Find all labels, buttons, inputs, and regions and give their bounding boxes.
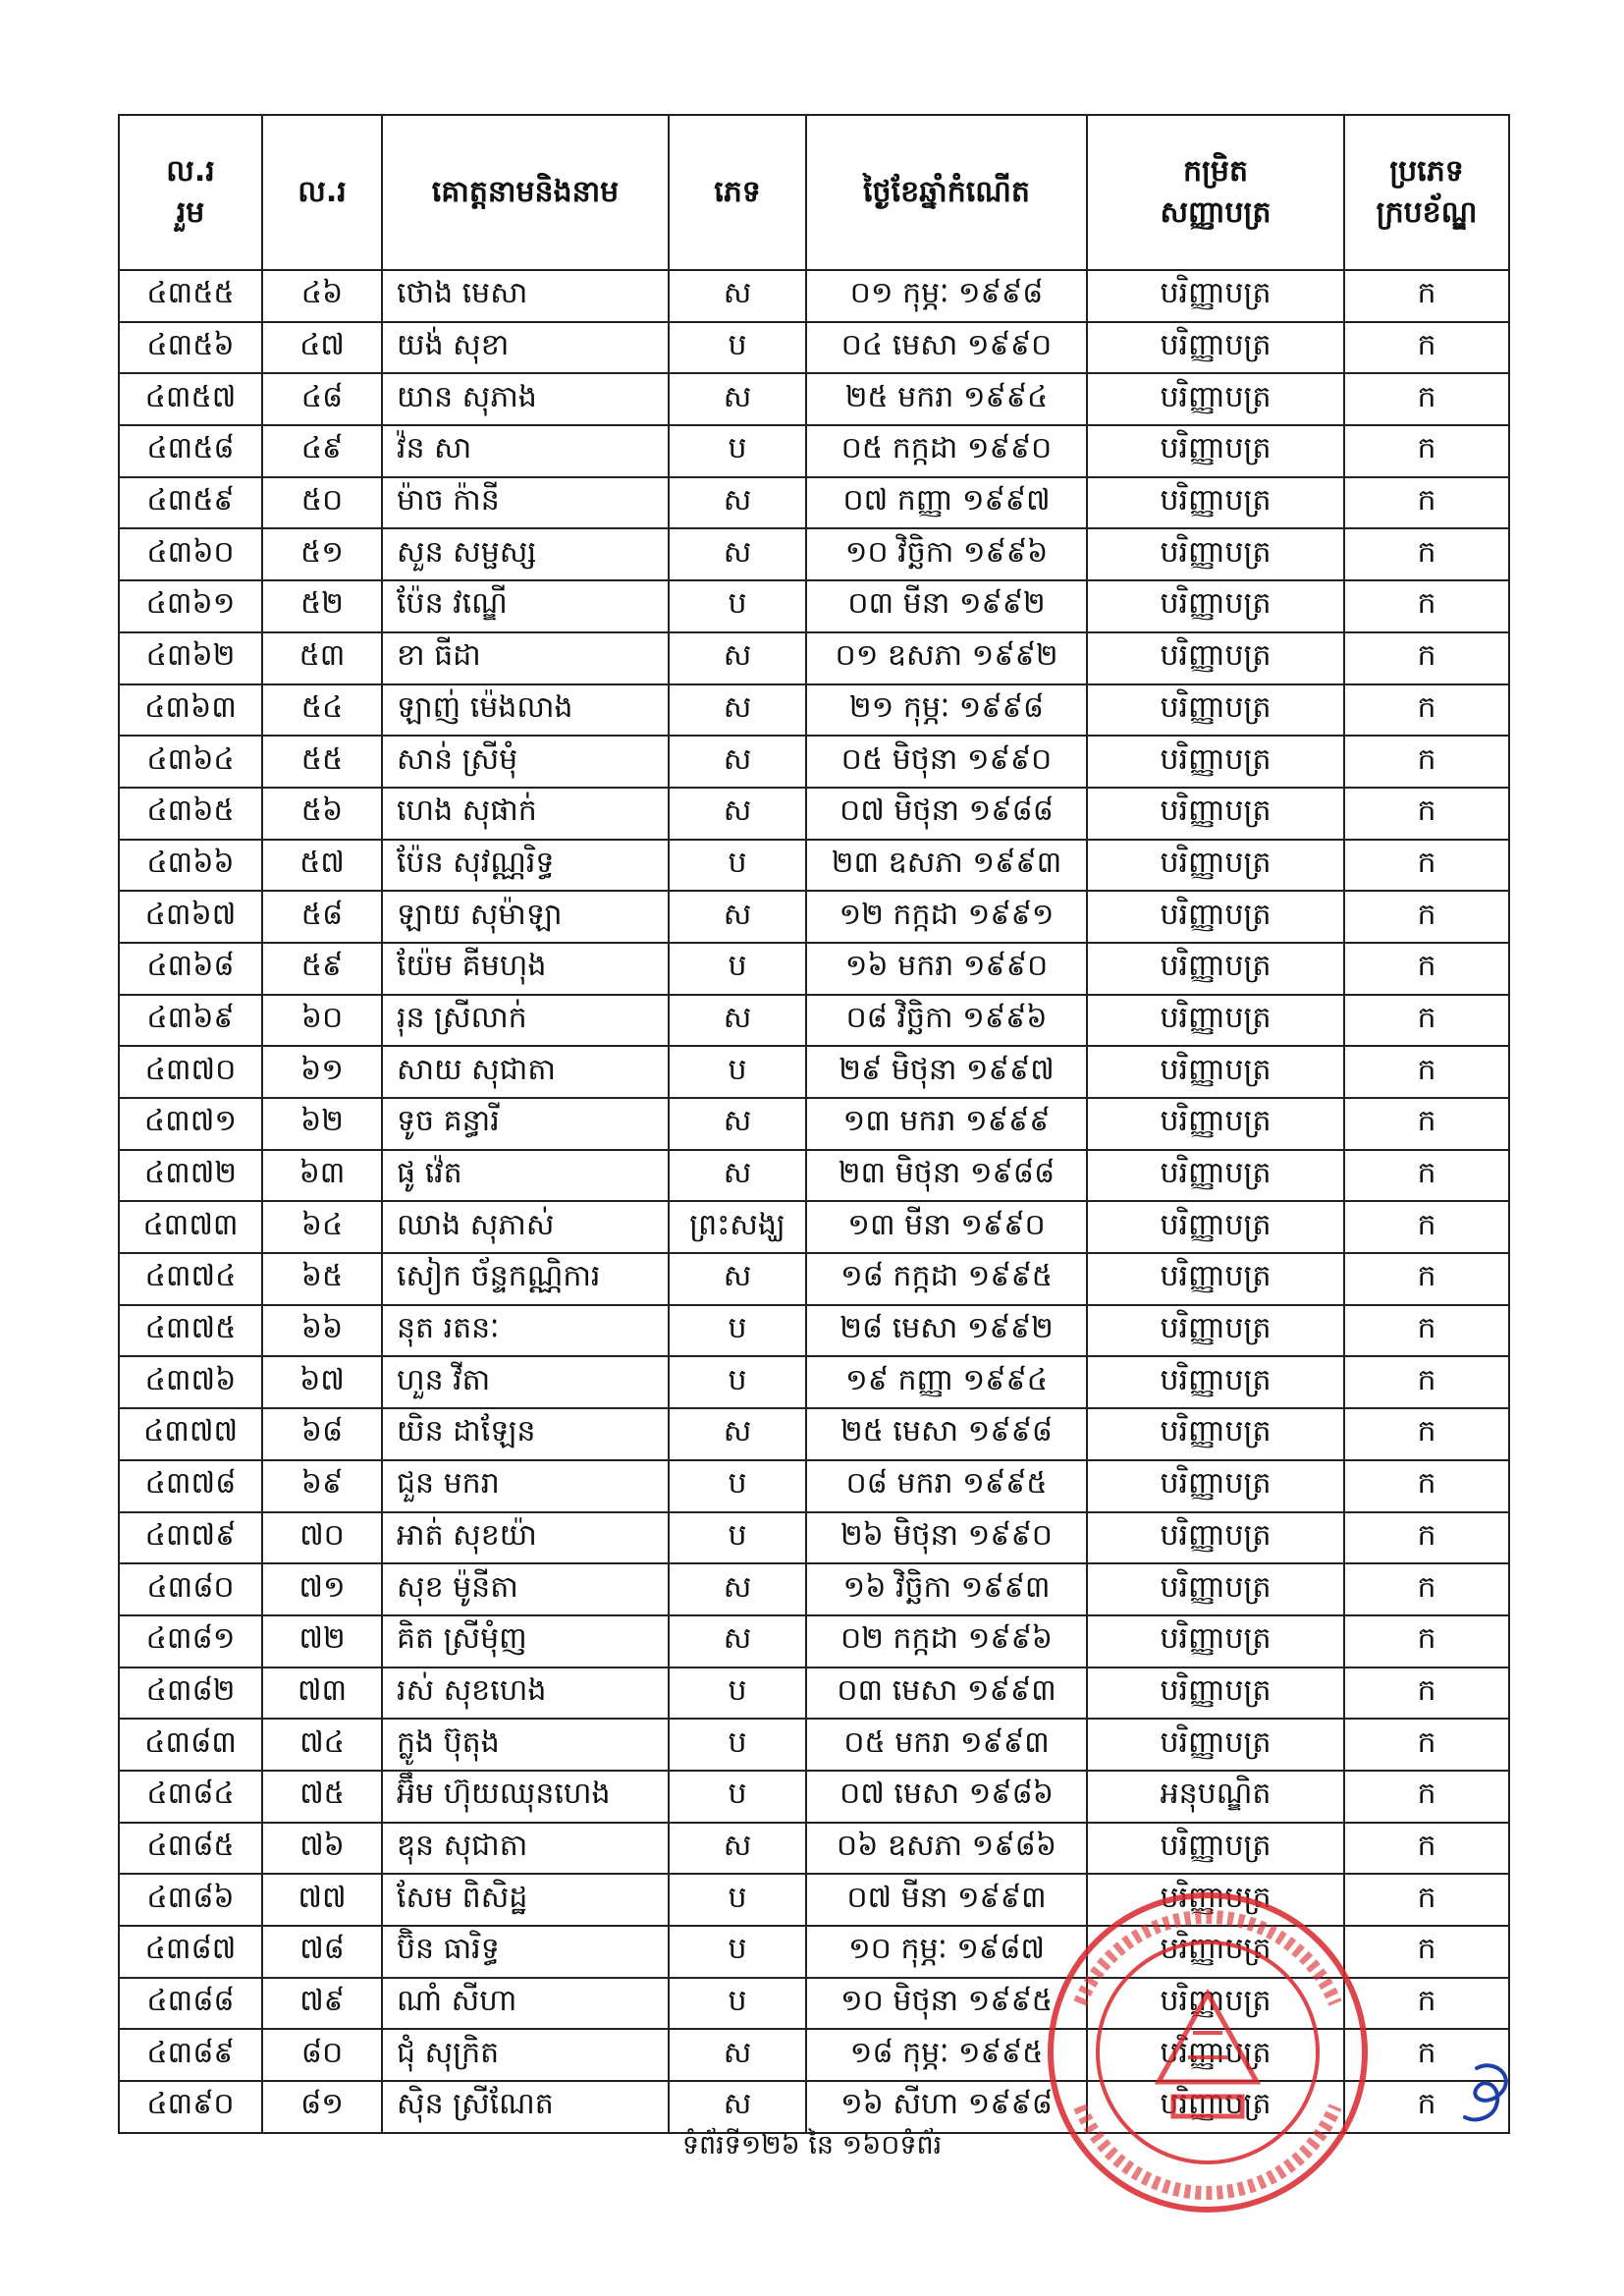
table-row <box>119 995 1509 1047</box>
cell-date-of-birth: ០៨ មករា ១៩៩៥ <box>806 1460 1087 1512</box>
cell-sex: ប <box>669 1046 806 1098</box>
cell-degree-level: បរិញ្ញាបត្រ <box>1087 1253 1344 1305</box>
cell-no: ៥៤ <box>262 684 382 737</box>
cell-total-no: ៤៣៦៦ <box>119 840 262 892</box>
table-row <box>119 1253 1509 1305</box>
cell-date-of-birth: ២៣ មិថុនា ១៩៨៨ <box>806 1150 1087 1202</box>
cell-date-of-birth: ១២ កក្កដា ១៩៩១ <box>806 891 1087 943</box>
cell-degree-level: បរិញ្ញាបត្រ <box>1087 322 1344 374</box>
cell-no: ៨១ <box>262 2081 382 2133</box>
cell-date-of-birth: ០៨ វិច្ឆិកា ១៩៩៦ <box>806 995 1087 1047</box>
cell-date-of-birth: ០១ ឧសភា ១៩៩២ <box>806 632 1087 684</box>
cell-degree-level: បរិញ្ញាបត្រ <box>1087 1615 1344 1667</box>
cell-sex: ប <box>669 580 806 632</box>
cell-sex: ប <box>669 943 806 995</box>
cell-sex: ស <box>669 632 806 684</box>
cell-framework-type: ក <box>1344 788 1509 840</box>
cell-sex: ស <box>669 270 806 322</box>
cell-framework-type: ក <box>1344 1201 1509 1253</box>
cell-degree-level: បរិញ្ញាបត្រ <box>1087 995 1344 1047</box>
cell-degree-level: បរិញ្ញាបត្រ <box>1087 580 1344 632</box>
cell-date-of-birth: ១៣ មករា ១៩៩៩ <box>806 1098 1087 1150</box>
cell-full-name: សួន សម្ផស្ស <box>382 528 669 580</box>
cell-date-of-birth: ០៥ មករា ១៩៩៣ <box>806 1719 1087 1771</box>
table-row <box>119 840 1509 892</box>
cell-framework-type: ក <box>1344 995 1509 1047</box>
cell-no: ៦៨ <box>262 1408 382 1460</box>
cell-no: ៧៣ <box>262 1667 382 1720</box>
table-header-row <box>119 115 1509 270</box>
cell-total-no: ៤៣៥៩ <box>119 477 262 529</box>
cell-no: ៧០ <box>262 1512 382 1564</box>
cell-full-name: ណាំ សីហា <box>382 1978 669 2030</box>
cell-no: ៥៧ <box>262 840 382 892</box>
cell-no: ៥២ <box>262 580 382 632</box>
cell-no: ៤៧ <box>262 322 382 374</box>
cell-total-no: ៤៣៦៩ <box>119 995 262 1047</box>
cell-full-name: អ៊ឹម ហ៊ុយឈុនហេង <box>382 1771 669 1823</box>
cell-sex: ស <box>669 995 806 1047</box>
cell-full-name: រុន ស្រីលាក់ <box>382 995 669 1047</box>
cell-no: ៦៣ <box>262 1150 382 1202</box>
cell-no: ៧៩ <box>262 1978 382 2030</box>
cell-date-of-birth: ០៧ កញ្ញា ១៩៩៧ <box>806 477 1087 529</box>
cell-full-name: ប៊ិន ធារិទ្ធ <box>382 1926 669 1978</box>
cell-total-no: ៤៣៦៤ <box>119 736 262 788</box>
cell-degree-level: បរិញ្ញាបត្រ <box>1087 1874 1344 1926</box>
table-row <box>119 1356 1509 1408</box>
cell-date-of-birth: ១៨ កុម្ភៈ ១៩៩៥ <box>806 2029 1087 2081</box>
table-row <box>119 1098 1509 1150</box>
cell-sex: ប <box>669 1874 806 1926</box>
cell-sex: ប <box>669 322 806 374</box>
cell-degree-level: បរិញ្ញាបត្រ <box>1087 1823 1344 1875</box>
cell-total-no: ៤៣៦១ <box>119 580 262 632</box>
cell-total-no: ៤៣៨៤ <box>119 1771 262 1823</box>
cell-framework-type: ក <box>1344 1978 1509 2030</box>
cell-date-of-birth: ០៥ កក្កដា ១៩៩០ <box>806 425 1087 477</box>
cell-total-no: ៤៣៨៦ <box>119 1874 262 1926</box>
cell-full-name: សែម ពិសិដ្ឋ <box>382 1874 669 1926</box>
cell-sex: ប <box>669 425 806 477</box>
signature-mark <box>1457 2058 1520 2127</box>
cell-date-of-birth: ២៣ ឧសភា ១៩៩៣ <box>806 840 1087 892</box>
cell-date-of-birth: ២៥ មេសា ១៩៩៨ <box>806 1408 1087 1460</box>
cell-sex: ស <box>669 528 806 580</box>
table-row <box>119 425 1509 477</box>
cell-degree-level: បរិញ្ញាបត្រ <box>1087 1201 1344 1253</box>
table-row <box>119 477 1509 529</box>
cell-sex: ស <box>669 891 806 943</box>
cell-framework-type: ក <box>1344 736 1509 788</box>
cell-total-no: ៤៣៩០ <box>119 2081 262 2133</box>
cell-full-name: ស៊ិន ស្រីណែត <box>382 2081 669 2133</box>
cell-full-name: សៀក ច័ន្ទកណ្ណិការ <box>382 1253 669 1305</box>
cell-degree-level: បរិញ្ញាបត្រ <box>1087 891 1344 943</box>
cell-full-name: ជុំ សុក្រិត <box>382 2029 669 2081</box>
cell-sex: ស <box>669 1150 806 1202</box>
table-row <box>119 1512 1509 1564</box>
cell-total-no: ៤៣៨៥ <box>119 1823 262 1875</box>
cell-full-name: ឡាញ់ ម៉េងលាង <box>382 684 669 737</box>
cell-full-name: ឈាង សុភាស់ <box>382 1201 669 1253</box>
table-row <box>119 1460 1509 1512</box>
cell-framework-type: ក <box>1344 1046 1509 1098</box>
cell-framework-type: ក <box>1344 1150 1509 1202</box>
cell-date-of-birth: ០៧ មេសា ១៩៨៦ <box>806 1771 1087 1823</box>
cell-total-no: ៤៣៧៣ <box>119 1201 262 1253</box>
cell-framework-type: ក <box>1344 580 1509 632</box>
cell-date-of-birth: ១៦ វិច្ឆិកា ១៩៩៣ <box>806 1563 1087 1615</box>
cell-framework-type: ក <box>1344 1253 1509 1305</box>
cell-degree-level: បរិញ្ញាបត្រ <box>1087 788 1344 840</box>
cell-date-of-birth: ១៨ កក្កដា ១៩៩៥ <box>806 1253 1087 1305</box>
table-row <box>119 270 1509 322</box>
cell-sex: ស <box>669 684 806 737</box>
cell-date-of-birth: ០១ កុម្ភៈ ១៩៩៨ <box>806 270 1087 322</box>
cell-total-no: ៤៣៧៥ <box>119 1305 262 1357</box>
cell-sex: ប <box>669 1719 806 1771</box>
cell-sex: ស <box>669 788 806 840</box>
cell-full-name: សាយ សុជាតា <box>382 1046 669 1098</box>
cell-full-name: ម៉ាច ក៉ានី <box>382 477 669 529</box>
cell-total-no: ៤៣៦២ <box>119 632 262 684</box>
cell-full-name: យាន សុភាង <box>382 373 669 425</box>
cell-no: ៥១ <box>262 528 382 580</box>
cell-no: ៦២ <box>262 1098 382 1150</box>
cell-total-no: ៤៣៨០ <box>119 1563 262 1615</box>
cell-no: ៦១ <box>262 1046 382 1098</box>
table-row <box>119 1046 1509 1098</box>
cell-degree-level: បរិញ្ញាបត្រ <box>1087 943 1344 995</box>
cell-date-of-birth: ២១ កុម្ភៈ ១៩៩៨ <box>806 684 1087 737</box>
cell-date-of-birth: ១០ កុម្ភៈ ១៩៨៧ <box>806 1926 1087 1978</box>
cell-sex: ស <box>669 736 806 788</box>
cell-date-of-birth: ០៧ មិថុនា ១៩៨៨ <box>806 788 1087 840</box>
cell-degree-level: បរិញ្ញាបត្រ <box>1087 1460 1344 1512</box>
cell-date-of-birth: ២៥ មករា ១៩៩៤ <box>806 373 1087 425</box>
page-number: ទំព័រទី១២៦ នៃ ១៦០ទំព័រ <box>681 2130 943 2160</box>
cell-degree-level: បរិញ្ញាបត្រ <box>1087 1356 1344 1408</box>
cell-date-of-birth: ១០ មិថុនា ១៩៩៥ <box>806 1978 1087 2030</box>
cell-degree-level: បរិញ្ញាបត្រ <box>1087 1305 1344 1357</box>
cell-full-name: ទូច គន្ធារី <box>382 1098 669 1150</box>
cell-sex: ស <box>669 2029 806 2081</box>
cell-degree-level: បរិញ្ញាបត្រ <box>1087 1098 1344 1150</box>
table-row <box>119 1771 1509 1823</box>
cell-full-name: ខា ធីដា <box>382 632 669 684</box>
table-row <box>119 632 1509 684</box>
cell-framework-type: ក <box>1344 1823 1509 1875</box>
cell-full-name: ហួន វីតា <box>382 1356 669 1408</box>
cell-framework-type: ក <box>1344 1719 1509 1771</box>
cell-framework-type: ក <box>1344 891 1509 943</box>
cell-no: ៦៦ <box>262 1305 382 1357</box>
cell-no: ៦៤ <box>262 1201 382 1253</box>
cell-full-name: យ៉ែម គីមហុង <box>382 943 669 995</box>
cell-total-no: ៤៣៦៥ <box>119 788 262 840</box>
cell-degree-level: បរិញ្ញាបត្រ <box>1087 1512 1344 1564</box>
cell-framework-type: ក <box>1344 1098 1509 1150</box>
table-row <box>119 1823 1509 1875</box>
cell-no: ៦០ <box>262 995 382 1047</box>
cell-date-of-birth: ០២ កក្កដា ១៩៩៦ <box>806 1615 1087 1667</box>
cell-total-no: ៤៣៧៨ <box>119 1460 262 1512</box>
cell-degree-level: បរិញ្ញាបត្រ <box>1087 1719 1344 1771</box>
cell-sex: ប <box>669 1978 806 2030</box>
cell-total-no: ៤៣៦០ <box>119 528 262 580</box>
cell-date-of-birth: ២៦ មិថុនា ១៩៩០ <box>806 1512 1087 1564</box>
cell-framework-type: ក <box>1344 684 1509 737</box>
table-row <box>119 684 1509 737</box>
cell-full-name: ជួន មករា <box>382 1460 669 1512</box>
cell-total-no: ៤៣៧០ <box>119 1046 262 1098</box>
cell-degree-level: បរិញ្ញាបត្រ <box>1087 684 1344 737</box>
header-total-no: ល.រ រួម <box>119 115 262 270</box>
cell-full-name: ប៉ែន វណ្ឌើ <box>382 580 669 632</box>
cell-full-name: ប៉ែន សុវណ្ណរិទ្ធ <box>382 840 669 892</box>
cell-full-name: យង់ សុខា <box>382 322 669 374</box>
cell-framework-type: ក <box>1344 1926 1509 1978</box>
cell-total-no: ៤៣៦៣ <box>119 684 262 737</box>
cell-sex: ប <box>669 1512 806 1564</box>
cell-no: ៤៨ <box>262 373 382 425</box>
cell-total-no: ៤៣៨១ <box>119 1615 262 1667</box>
table-body <box>119 270 1509 2133</box>
cell-sex: ស <box>669 1823 806 1875</box>
cell-no: ៧៨ <box>262 1926 382 1978</box>
header-degree-level: កម្រិត សញ្ញាបត្រ <box>1087 115 1344 270</box>
cell-framework-type: ក <box>1344 1408 1509 1460</box>
table-row <box>119 528 1509 580</box>
cell-no: ៥០ <box>262 477 382 529</box>
cell-framework-type: ក <box>1344 477 1509 529</box>
table-row <box>119 891 1509 943</box>
cell-degree-level: បរិញ្ញាបត្រ <box>1087 1978 1344 2030</box>
cell-no: ៧៥ <box>262 1771 382 1823</box>
cell-full-name: ថោង មេសា <box>382 270 669 322</box>
table-row <box>119 373 1509 425</box>
cell-date-of-birth: ០៦ ឧសភា ១៩៨៦ <box>806 1823 1087 1875</box>
cell-sex: ស <box>669 1408 806 1460</box>
cell-total-no: ៤៣៥៦ <box>119 322 262 374</box>
cell-full-name: ផូ វ៉េត <box>382 1150 669 1202</box>
cell-degree-level: បរិញ្ញាបត្រ <box>1087 477 1344 529</box>
cell-sex: ស <box>669 1615 806 1667</box>
cell-degree-level: បរិញ្ញាបត្រ <box>1087 1408 1344 1460</box>
cell-framework-type: ក <box>1344 1356 1509 1408</box>
table-row <box>119 1408 1509 1460</box>
cell-no: ៥៦ <box>262 788 382 840</box>
cell-total-no: ៤៣៧៤ <box>119 1253 262 1305</box>
cell-date-of-birth: ០៣ មីនា ១៩៩២ <box>806 580 1087 632</box>
cell-framework-type: ក <box>1344 2029 1509 2081</box>
cell-date-of-birth: ០៥ មិថុនា ១៩៩០ <box>806 736 1087 788</box>
cell-framework-type: ក <box>1344 528 1509 580</box>
cell-total-no: ៤៣៧១ <box>119 1098 262 1150</box>
header-framework-type: ប្រភេទ ក្របខ័ណ្ឌ <box>1344 115 1509 270</box>
header-date-of-birth: ថ្ងៃខែឆ្នាំកំណើត <box>806 115 1087 270</box>
cell-date-of-birth: ០៧ មីនា ១៩៩៣ <box>806 1874 1087 1926</box>
cell-full-name: សាន់ ស្រីមុំ <box>382 736 669 788</box>
table-row <box>119 788 1509 840</box>
cell-sex: ស <box>669 1098 806 1150</box>
cell-full-name: គិត ស្រីមុំញ <box>382 1615 669 1667</box>
cell-full-name: ឡាយ សុម៉ាឡា <box>382 891 669 943</box>
table-row <box>119 1563 1509 1615</box>
cell-sex: ប <box>669 1356 806 1408</box>
cell-total-no: ៤៣៦៧ <box>119 891 262 943</box>
cell-sex: ប <box>669 1305 806 1357</box>
cell-total-no: ៤៣៨២ <box>119 1667 262 1720</box>
cell-framework-type: ក <box>1344 1667 1509 1720</box>
cell-degree-level: បរិញ្ញាបត្រ <box>1087 632 1344 684</box>
cell-degree-level: បរិញ្ញាបត្រ <box>1087 736 1344 788</box>
cell-no: ៦៥ <box>262 1253 382 1305</box>
cell-sex: ព្រះសង្ឃ <box>669 1201 806 1253</box>
cell-framework-type: ក <box>1344 1512 1509 1564</box>
personnel-table <box>118 114 1510 2134</box>
cell-total-no: ៤៣៥៨ <box>119 425 262 477</box>
cell-no: ៥៥ <box>262 736 382 788</box>
table-row <box>119 1719 1509 1771</box>
cell-degree-level: បរិញ្ញាបត្រ <box>1087 1563 1344 1615</box>
cell-full-name: ឌុន សុជាតា <box>382 1823 669 1875</box>
cell-total-no: ៤៣៨៩ <box>119 2029 262 2081</box>
cell-framework-type: ក <box>1344 270 1509 322</box>
cell-framework-type: ក <box>1344 1615 1509 1667</box>
cell-degree-level: បរិញ្ញាបត្រ <box>1087 2081 1344 2133</box>
cell-framework-type: ក <box>1344 373 1509 425</box>
table-row <box>119 943 1509 995</box>
cell-no: ៥៨ <box>262 891 382 943</box>
table-row <box>119 1305 1509 1357</box>
cell-full-name: យិន ដាឡែន <box>382 1408 669 1460</box>
cell-framework-type: ក <box>1344 943 1509 995</box>
cell-total-no: ៤៣៧៩ <box>119 1512 262 1564</box>
cell-date-of-birth: ១០ វិច្ឆិកា ១៩៩៦ <box>806 528 1087 580</box>
cell-degree-level: បរិញ្ញាបត្រ <box>1087 528 1344 580</box>
cell-framework-type: ក <box>1344 2081 1509 2133</box>
cell-degree-level: បរិញ្ញាបត្រ <box>1087 1667 1344 1720</box>
cell-no: ៤៦ <box>262 270 382 322</box>
cell-sex: ប <box>669 840 806 892</box>
table-row <box>119 1150 1509 1202</box>
cell-degree-level: បរិញ្ញាបត្រ <box>1087 840 1344 892</box>
cell-total-no: ៤៣៦៨ <box>119 943 262 995</box>
cell-total-no: ៤៣៥៧ <box>119 373 262 425</box>
cell-total-no: ៤៣៨៣ <box>119 1719 262 1771</box>
cell-total-no: ៤៣៨៨ <box>119 1978 262 2030</box>
cell-degree-level: អនុបណ្ឌិត <box>1087 1771 1344 1823</box>
cell-date-of-birth: ០៤ មេសា ១៩៩០ <box>806 322 1087 374</box>
cell-sex: ប <box>669 1460 806 1512</box>
cell-total-no: ៤៣៧៧ <box>119 1408 262 1460</box>
cell-date-of-birth: ២៩ មិថុនា ១៩៩៧ <box>806 1046 1087 1098</box>
cell-total-no: ៤៣៧៦ <box>119 1356 262 1408</box>
cell-no: ៧៧ <box>262 1874 382 1926</box>
cell-sex: ស <box>669 373 806 425</box>
cell-sex: ស <box>669 2081 806 2133</box>
cell-total-no: ៤៣៥៥ <box>119 270 262 322</box>
cell-framework-type: ក <box>1344 425 1509 477</box>
cell-no: ៦៧ <box>262 1356 382 1408</box>
cell-full-name: វ៉ន សា <box>382 425 669 477</box>
cell-full-name: ហេង សុផាក់ <box>382 788 669 840</box>
cell-framework-type: ក <box>1344 1874 1509 1926</box>
cell-no: ៧២ <box>262 1615 382 1667</box>
official-seal <box>1041 1886 1375 2219</box>
cell-sex: ប <box>669 1926 806 1978</box>
header-no: ល.រ <box>262 115 382 270</box>
cell-degree-level: បរិញ្ញាបត្រ <box>1087 270 1344 322</box>
cell-framework-type: ក <box>1344 1563 1509 1615</box>
cell-date-of-birth: ១៦ សីហា ១៩៩៨ <box>806 2081 1087 2133</box>
cell-degree-level: បរិញ្ញាបត្រ <box>1087 1150 1344 1202</box>
cell-total-no: ៤៣៧២ <box>119 1150 262 1202</box>
cell-date-of-birth: ២៨ មេសា ១៩៩២ <box>806 1305 1087 1357</box>
cell-degree-level: បរិញ្ញាបត្រ <box>1087 425 1344 477</box>
cell-date-of-birth: ០៣ មេសា ១៩៩៣ <box>806 1667 1087 1720</box>
cell-no: ៦៩ <box>262 1460 382 1512</box>
cell-date-of-birth: ១៩ កញ្ញា ១៩៩៤ <box>806 1356 1087 1408</box>
table-row <box>119 1667 1509 1720</box>
header-full-name: គោត្តនាមនិងនាម <box>382 115 669 270</box>
cell-no: ៤៩ <box>262 425 382 477</box>
cell-framework-type: ក <box>1344 840 1509 892</box>
cell-no: ៧៤ <box>262 1719 382 1771</box>
cell-date-of-birth: ១៣ មីនា ១៩៩០ <box>806 1201 1087 1253</box>
register-sheet <box>118 114 1508 2134</box>
cell-no: ៧១ <box>262 1563 382 1615</box>
cell-no: ៥៩ <box>262 943 382 995</box>
cell-degree-level: បរិញ្ញាបត្រ <box>1087 1046 1344 1098</box>
cell-full-name: នុត រតនៈ <box>382 1305 669 1357</box>
cell-framework-type: ក <box>1344 632 1509 684</box>
cell-framework-type: ក <box>1344 1460 1509 1512</box>
cell-sex: ប <box>669 1667 806 1720</box>
cell-sex: ប <box>669 1771 806 1823</box>
cell-full-name: រស់ សុខហេង <box>382 1667 669 1720</box>
table-row <box>119 736 1509 788</box>
cell-degree-level: បរិញ្ញាបត្រ <box>1087 373 1344 425</box>
table-row <box>119 580 1509 632</box>
cell-framework-type: ក <box>1344 322 1509 374</box>
cell-sex: ស <box>669 1563 806 1615</box>
cell-degree-level: បរិញ្ញាបត្រ <box>1087 2029 1344 2081</box>
table-row <box>119 1201 1509 1253</box>
cell-full-name: ក្លូង ប៊ុតុង <box>382 1719 669 1771</box>
cell-total-no: ៤៣៨៧ <box>119 1926 262 1978</box>
cell-no: ៨០ <box>262 2029 382 2081</box>
cell-sex: ស <box>669 477 806 529</box>
table-row <box>119 1615 1509 1667</box>
cell-date-of-birth: ១៦ មករា ១៩៩០ <box>806 943 1087 995</box>
cell-no: ៥៣ <box>262 632 382 684</box>
cell-degree-level: បរិញ្ញាបត្រ <box>1087 1926 1344 1978</box>
cell-no: ៧៦ <box>262 1823 382 1875</box>
cell-framework-type: ក <box>1344 1771 1509 1823</box>
table-row <box>119 322 1509 374</box>
cell-full-name: អាត់ សុខយ៉ា <box>382 1512 669 1564</box>
cell-full-name: សុខ ម៉ូនីតា <box>382 1563 669 1615</box>
cell-framework-type: ក <box>1344 1305 1509 1357</box>
cell-sex: ស <box>669 1253 806 1305</box>
header-sex: ភេទ <box>669 115 806 270</box>
